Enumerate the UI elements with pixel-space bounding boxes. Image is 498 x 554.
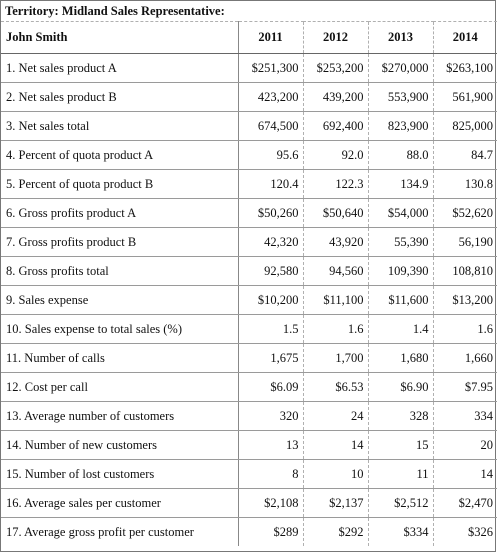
row-value: $6.53	[303, 373, 368, 402]
row-value: 15	[368, 431, 433, 460]
row-label: 1. Net sales product A	[1, 54, 238, 83]
row-label: 6. Gross profits product A	[1, 199, 238, 228]
row-value: 24	[303, 402, 368, 431]
year-header: 2013	[368, 22, 433, 54]
row-value: $326	[468, 524, 494, 539]
table-row	[1, 518, 497, 547]
row-value: 1.5	[238, 315, 303, 344]
row-value: 561,900	[433, 83, 497, 112]
header-row	[1, 22, 497, 54]
row-value: 20	[433, 431, 497, 460]
row-value: 92,580	[238, 257, 303, 286]
row-value: $270,000	[368, 54, 433, 83]
row-value: 14	[433, 460, 497, 489]
table-row	[1, 112, 497, 141]
table-row	[1, 141, 497, 170]
row-value: $54,000	[368, 199, 433, 228]
row-value: $6.09	[238, 373, 303, 402]
row-label: 5. Percent of quota product B	[1, 170, 238, 199]
row-value: 95.6	[238, 141, 303, 170]
row-value: 8	[238, 460, 303, 489]
row-value: 108,810	[433, 257, 497, 286]
row-value: 1,700	[303, 344, 368, 373]
row-label: 16. Average sales per customer	[1, 489, 238, 518]
row-value: $2,108	[238, 489, 303, 518]
row-value: 43,920	[303, 228, 368, 257]
row-value: $289	[238, 518, 303, 547]
row-label: 14. Number of new customers	[1, 431, 238, 460]
row-value: $263,100	[433, 54, 497, 83]
row-value: $2,470	[433, 489, 497, 518]
row-value: 328	[368, 402, 433, 431]
row-value: 11	[368, 460, 433, 489]
row-value: 122.3	[303, 170, 368, 199]
row-label: 8. Gross profits total	[1, 257, 238, 286]
row-label: 12. Cost per call	[1, 373, 238, 402]
row-label: 11. Number of calls	[1, 344, 238, 373]
row-label: 9. Sales expense	[1, 286, 238, 315]
row-label: 4. Percent of quota product A	[1, 141, 238, 170]
row-value: $2,137	[303, 489, 368, 518]
row-value: 14	[303, 431, 368, 460]
row-value: 1,675	[238, 344, 303, 373]
row-value: 134.9	[368, 170, 433, 199]
row-label: 3. Net sales total	[1, 112, 238, 141]
row-value: $6.90	[368, 373, 433, 402]
row-value: 109,390	[368, 257, 433, 286]
row-value: 1,680	[368, 344, 433, 373]
row-value: 56,190	[433, 228, 497, 257]
row-value: 88.0	[368, 141, 433, 170]
table-row	[1, 402, 497, 431]
row-label: 7. Gross profits product B	[1, 228, 238, 257]
row-value: 1.4	[368, 315, 433, 344]
row-value: 825,000	[433, 112, 497, 141]
table-row	[1, 228, 497, 257]
row-value: 55,390	[368, 228, 433, 257]
row-value: 320	[238, 402, 303, 431]
year-header: 2011	[238, 22, 303, 54]
row-value: 1,660	[433, 344, 497, 373]
row-label: 13. Average number of customers	[1, 402, 238, 431]
table-row	[1, 199, 497, 228]
table-row	[1, 286, 497, 315]
row-value: 84.7	[433, 141, 497, 170]
row-value: 1.6	[303, 315, 368, 344]
table-row	[1, 170, 497, 199]
row-value: 674,500	[238, 112, 303, 141]
row-value: $50,260	[238, 199, 303, 228]
table-row	[1, 83, 497, 112]
row-value: $253,200	[303, 54, 368, 83]
row-value: 92.0	[303, 141, 368, 170]
row-value: 13	[238, 431, 303, 460]
row-label: 15. Number of lost customers	[1, 460, 238, 489]
table-row	[1, 431, 497, 460]
row-value: 823,900	[368, 112, 433, 141]
table-row	[1, 344, 497, 373]
row-value: 94,560	[303, 257, 368, 286]
row-value: $50,640	[303, 199, 368, 228]
row-value: $11,600	[368, 286, 433, 315]
table-row	[1, 373, 497, 402]
row-value: 439,200	[303, 83, 368, 112]
sales-performance-table	[1, 1, 497, 546]
territory-title: Territory: Midland Sales Representative:	[1, 1, 497, 22]
row-value: 10	[303, 460, 368, 489]
row-value: $13,200	[433, 286, 497, 315]
table-row	[1, 489, 497, 518]
row-value: $334	[368, 518, 433, 547]
row-value: 334	[433, 402, 497, 431]
row-label: 2. Net sales product B	[1, 83, 238, 112]
title-row	[1, 1, 497, 22]
row-value: $52,620	[433, 199, 497, 228]
table-row	[1, 315, 497, 344]
rep-name: John Smith	[1, 22, 238, 54]
table-row	[1, 460, 497, 489]
row-value: 692,400	[303, 112, 368, 141]
row-value: $2,512	[368, 489, 433, 518]
row-value: $251,300	[238, 54, 303, 83]
row-value: 130.8	[433, 170, 497, 199]
row-value: 120.4	[238, 170, 303, 199]
row-value: 42,320	[238, 228, 303, 257]
row-value: 423,200	[238, 83, 303, 112]
row-value: $292	[303, 518, 368, 547]
table-row	[1, 257, 497, 286]
table-row	[1, 54, 497, 83]
year-header: 2014	[433, 22, 497, 54]
row-value: 553,900	[368, 83, 433, 112]
row-value: $7.95	[433, 373, 497, 402]
year-header: 2012	[303, 22, 368, 54]
row-value: $10,200	[238, 286, 303, 315]
row-value: 1.6	[433, 315, 497, 344]
row-label: 17. Average gross profit per customer	[1, 518, 238, 547]
row-value: $11,100	[303, 286, 368, 315]
row-label: 10. Sales expense to total sales (%)	[1, 315, 238, 344]
